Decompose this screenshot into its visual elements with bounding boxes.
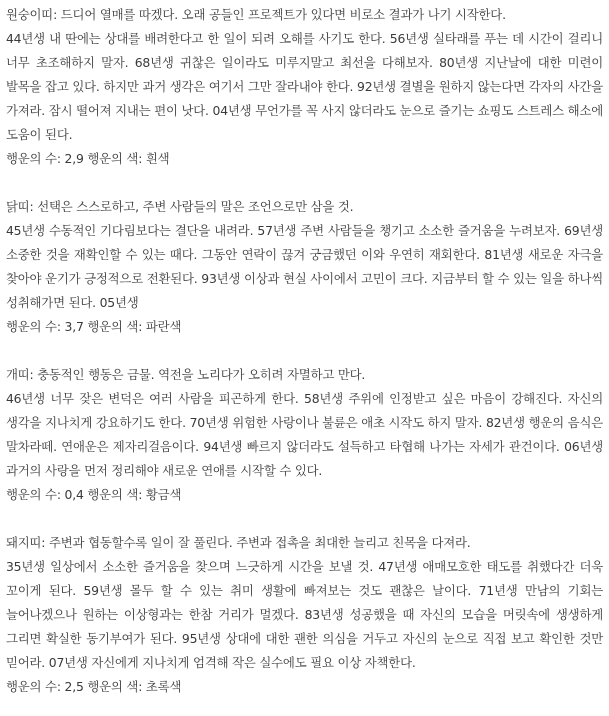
section-body: 44년생 내 딴에는 상대를 배려한다고 한 일이 되려 오해를 사기도 한다. 56년생 실타래를 푸는 데 시간이 걸리니 너무 초조해하지 말자. 68년생 귀찮은 일이라도 미루지말고 최선을 다해보자. 80년생 지난날에 대한 미련이 발목을 잡고 있다. 하지만 과거 생각은 여기서 그만 잘라내야 한다. 92년생 결별을 원하지 않는다면 각자의 사간을 가져라. 잠시 떨어져 지내는 편이 낫다. 04년생 무언가를 꼭 사지 않더라도 눈으로 즐기는 쇼핑도 스트레스 해소에 도움이 된다. bbox=[6, 31, 603, 142]
lucky-info: 행운의 수: 3,7 행운의 색: 파란색 bbox=[6, 319, 182, 334]
section-body: 45년생 수동적인 기다림보다는 결단을 내려라. 57년생 주변 사람들을 챙기고 소소한 즐거움을 누려보자. 69년생 소중한 것을 재확인할 수 있는 때다. 그동안 연락이 끊겨 궁금했던 이와 우연히 재회한다. 81년생 새로운 자극을 찾아야 운기가 긍정적으로 전환된다. 93년생 이상과 현실 사이에서 고민이 크다. 지금부터 할 수 있는 일을 하나씩 성취해가면 된다. 05년생 bbox=[6, 223, 603, 310]
section-heading: 돼지띠: 주변과 협동할수록 일이 잘 풀린다. 주변과 접촉을 최대한 늘리고 친목을 다져라. bbox=[6, 535, 471, 550]
section-monkey bbox=[6, 3, 603, 171]
section-pig bbox=[6, 531, 603, 699]
section-body: 46년생 너무 잦은 변덕은 여러 사람을 피곤하게 한다. 58년생 주위에 인정받고 싶은 마음이 강해진다. 자신의 생각을 지나치게 강요하기도 한다. 70년생 위험한 사랑이나 불륜은 애초 시작도 하지 말자. 82년생 행운의 음식은 말차라떼. 연애운은 제자리걸음이다. 94년생 빠르지 않더라도 설득하고 타협해 나가는 자세가 관건이다. 06년생 과거의 사랑을 먼저 정리해야 새로운 연애를 시작할 수 있다. bbox=[6, 391, 603, 478]
section-heading: 닭띠: 선택은 스스로하고, 주변 사람들의 말은 조언으로만 삼을 것. bbox=[6, 199, 354, 214]
section-heading: 개띠: 충동적인 행동은 금물. 역전을 노리다가 오히려 자멸하고 만다. bbox=[6, 367, 366, 382]
lucky-info: 행운의 수: 2,9 행운의 색: 흰색 bbox=[6, 151, 170, 166]
lucky-info: 행운의 수: 0,4 행운의 색: 황금색 bbox=[6, 487, 182, 502]
section-rooster bbox=[6, 195, 603, 339]
section-heading: 원숭이띠: 드디어 열매를 따겠다. 오래 공들인 프로젝트가 있다면 비로소 결과가 나기 시작한다. bbox=[6, 7, 506, 22]
section-body: 35년생 일상에서 소소한 즐거움을 찾으며 느긋하게 시간을 보낼 것. 47년생 애매모호한 태도를 취했다간 더욱 꼬이게 된다. 59년생 몰두 할 수 있는 취미 생활에 빠져보는 것도 괜찮은 날이다. 71년생 만남의 기회는 늘어나겠으나 원하는 이상형과는 한참 거리가 멀겠다. 83년생 성공했을 때 자신의 모습을 머릿속에 생생하게 그리면 확실한 동기부여가 된다. 95년생 상대에 대한 괜한 의심을 거두고 자신의 눈으로 직접 보고 확인한 것만 믿어라. 07년생 자신에게 지나치게 엄격해 작은 실수에도 필요 이상 자책한다. bbox=[6, 559, 603, 670]
section-dog bbox=[6, 363, 603, 507]
lucky-info: 행운의 수: 2,5 행운의 색: 초록색 bbox=[6, 679, 182, 694]
